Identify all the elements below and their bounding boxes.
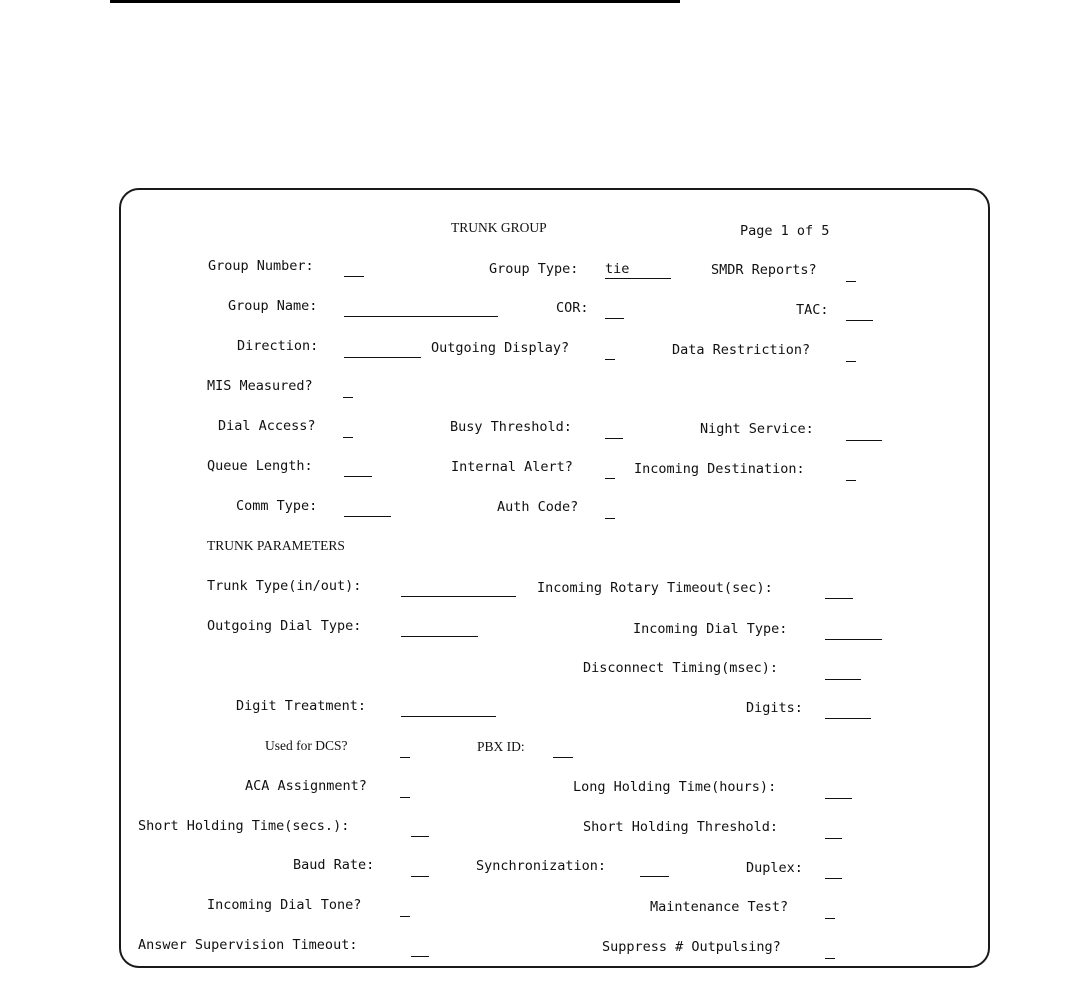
busy-threshold-label: Busy Threshold: (450, 419, 572, 435)
incoming-dial-type-field[interactable] (825, 623, 882, 640)
incoming-dial-tone-label: Incoming Dial Tone? (207, 897, 362, 913)
direction-field[interactable] (344, 341, 421, 358)
duplex-field[interactable] (825, 862, 842, 879)
short-holding-threshold-label: Short Holding Threshold: (583, 819, 779, 835)
disconnect-timing-field[interactable] (825, 663, 861, 680)
outgoing-dial-type-field[interactable] (401, 620, 478, 637)
used-for-dcs-field[interactable] (400, 741, 410, 758)
smdr-reports-field[interactable] (846, 265, 856, 282)
short-holding-threshold-field[interactable] (825, 822, 842, 839)
internal-alert-label: Internal Alert? (451, 459, 573, 475)
baud-rate-label: Baud Rate: (293, 857, 375, 873)
used-for-dcs-label: Used for DCS? (265, 738, 348, 753)
tac-field[interactable] (846, 304, 873, 321)
internal-alert-field[interactable] (605, 462, 615, 479)
queue-length-field[interactable] (344, 460, 372, 477)
queue-length-label: Queue Length: (207, 458, 313, 474)
screen-title: TRUNK GROUP (451, 220, 547, 235)
long-holding-time-field[interactable] (825, 782, 852, 799)
duplex-label: Duplex: (746, 860, 803, 876)
incoming-dial-tone-field[interactable] (400, 900, 410, 917)
digits-label: Digits: (746, 700, 803, 716)
comm-type-field[interactable] (344, 500, 391, 517)
smdr-reports-label: SMDR Reports? (711, 262, 817, 278)
group-name-label: Group Name: (228, 298, 318, 314)
dial-access-label: Dial Access? (218, 418, 316, 434)
auth-code-field[interactable] (605, 502, 615, 519)
outgoing-display-field[interactable] (605, 343, 615, 360)
short-holding-time-label: Short Holding Time(secs.): (138, 818, 350, 834)
trunk-type-label: Trunk Type(in/out): (207, 578, 362, 594)
incoming-destination-field[interactable] (846, 464, 856, 481)
auth-code-label: Auth Code? (497, 499, 579, 515)
trunk-type-field[interactable] (401, 580, 516, 597)
answer-supervision-timeout-field[interactable] (411, 940, 429, 957)
cor-field[interactable] (605, 302, 624, 319)
digit-treatment-label: Digit Treatment: (236, 698, 367, 714)
synchronization-field[interactable] (640, 860, 669, 877)
short-holding-time-field[interactable] (411, 820, 429, 837)
pbx-id-field[interactable] (553, 741, 573, 758)
trunk-parameters-heading: TRUNK PARAMETERS (207, 538, 345, 553)
cor-label: COR: (556, 300, 589, 316)
aca-assignment-field[interactable] (400, 781, 410, 798)
incoming-dial-type-label: Incoming Dial Type: (633, 621, 788, 637)
group-number-field[interactable] (344, 260, 364, 277)
direction-label: Direction: (237, 338, 319, 354)
baud-rate-field[interactable] (411, 860, 429, 877)
incoming-rotary-timeout-field[interactable] (825, 582, 853, 599)
night-service-label: Night Service: (700, 421, 814, 437)
outgoing-display-label: Outgoing Display? (431, 340, 570, 356)
synchronization-label: Synchronization: (476, 858, 607, 874)
tac-label: TAC: (796, 302, 829, 318)
group-type-label: Group Type: (489, 261, 579, 277)
page-indicator: Page 1 of 5 (740, 223, 830, 239)
comm-type-label: Comm Type: (236, 498, 318, 514)
maintenance-test-label: Maintenance Test? (650, 899, 789, 915)
disconnect-timing-label: Disconnect Timing(msec): (583, 660, 779, 676)
group-name-field[interactable] (344, 300, 498, 317)
digit-treatment-field[interactable] (401, 700, 496, 717)
data-restriction-field[interactable] (846, 345, 856, 362)
night-service-field[interactable] (846, 424, 882, 441)
top-rule (110, 0, 680, 3)
suppress-outpulsing-label: Suppress # Outpulsing? (602, 939, 781, 955)
pbx-id-label: PBX ID: (477, 739, 525, 754)
mis-measured-label: MIS Measured? (207, 378, 313, 394)
mis-measured-field[interactable] (343, 381, 353, 398)
aca-assignment-label: ACA Assignment? (245, 778, 367, 794)
answer-supervision-timeout-label: Answer Supervision Timeout: (138, 937, 358, 953)
suppress-outpulsing-field[interactable] (825, 942, 835, 959)
incoming-rotary-timeout-label: Incoming Rotary Timeout(sec): (537, 580, 773, 596)
long-holding-time-label: Long Holding Time(hours): (573, 779, 777, 795)
group-number-label: Group Number: (208, 258, 314, 274)
maintenance-test-field[interactable] (825, 902, 835, 919)
group-type-field[interactable]: tie (605, 262, 671, 279)
digits-field[interactable] (825, 702, 871, 719)
busy-threshold-field[interactable] (605, 422, 623, 439)
data-restriction-label: Data Restriction? (672, 342, 811, 358)
dial-access-field[interactable] (343, 421, 353, 438)
incoming-destination-label: Incoming Destination: (634, 461, 805, 477)
outgoing-dial-type-label: Outgoing Dial Type: (207, 618, 362, 634)
